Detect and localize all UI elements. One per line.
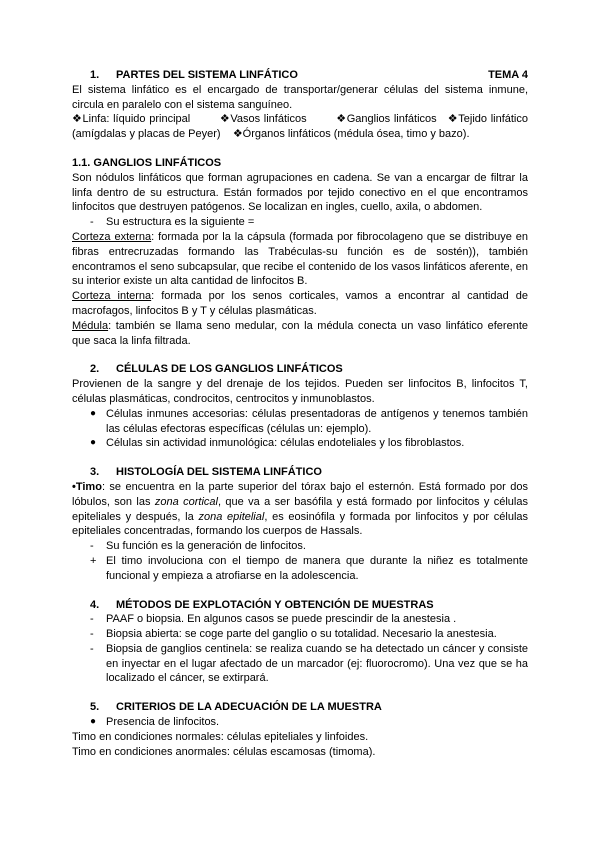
section-2-intro: Provienen de la sangre y del drenaje de los tejidos. Pueden ser linfocitos B, linfocitos T, células plasmáticas, condrocitos, centrocitos y inmunoblastos.	[72, 378, 528, 405]
topic-label: TEMA 4	[488, 69, 528, 81]
list-item: + El timo involuciona con el tiempo de manera que durante la niñez es totalmente funcional y empieza a atrofiarse en la adolescencia.	[90, 554, 528, 582]
corteza-interna: Corteza interna: formada por los senos corticales, vamos a encontrar al cantidad de macrofagos, linfocitos B y T y células plasmáticas.	[72, 290, 528, 317]
text-line: Timo en condiciones normales: células epiteliales y linfoides.	[72, 730, 369, 743]
section-1-intro: El sistema linfático es el encargado de transportar/generar células del sistema inmune, circula en paralelo con el sistema sanguíneo.	[72, 83, 528, 111]
section-4	[72, 598, 528, 687]
section-1	[72, 68, 528, 142]
term-label: Médula	[72, 319, 109, 332]
lymph-part: ❖Ganglios linfáticos	[336, 113, 437, 126]
document-body	[72, 68, 528, 759]
lymph-part: ❖Vasos linfáticos	[219, 113, 307, 126]
section-2-heading: 2. CÉLULAS DE LOS GANGLIOS LINFÁTICOS	[90, 363, 343, 376]
term-label: Corteza externa	[72, 230, 152, 243]
section-title: PARTES DEL SISTEMA LINFÁTICO	[116, 69, 298, 81]
section-1-1	[72, 156, 528, 348]
list-item: ● Presencia de linfocitos.	[90, 716, 220, 729]
section-1-1-intro: Son nódulos linfáticos que forman agrupaciones en cadena. Se van a encargar de filtrar la linfa dentro de su estructura. Están formados por tejido conectivo en el que encontramos linfocitos que destruyen patógenos. Se localizan en ingles, cuello, axila, o abdomen.	[72, 171, 528, 214]
section-1-heading	[72, 68, 528, 83]
medula: Médula: también se llama seno medular, con la médula conecta un vaso linfático eferente que saca la linfa filtrada.	[72, 319, 528, 347]
list-item: - PAAF o biopsia. En algunos casos se puede prescindir de la anestesia .	[90, 613, 457, 626]
section-3-heading: 3. HISTOLOGÍA DEL SISTEMA LINFÁTICO	[90, 466, 322, 479]
list-item: ● Células inmunes accesorias: células presentadoras de antígenos y tenemos también las células efectoras específicas (células un: ejemplo).	[90, 407, 528, 435]
section-1-1-heading: 1.1. GANGLIOS LINFÁTICOS	[72, 156, 222, 169]
list-item: - Su función es la generación de linfocitos.	[90, 540, 306, 553]
list-item: - Biopsia de ganglios centinela: se realiza cuando se ha detectado un cáncer y consiste en inyectar en el lugar afectado de un marcador (ej: fluorocromo). Una vez que se ha localizado el cáncer, se extirpará.	[90, 642, 528, 685]
term-label: Corteza interna	[72, 290, 152, 303]
lymph-part: ❖Linfa: líquido principal	[72, 113, 191, 126]
lymph-part: ❖Órganos linfáticos (médula ósea, timo y bazo).	[232, 128, 470, 141]
section-4-heading: 4. MÉTODOS DE EXPLOTACIÓN Y OBTENCIÓN DE MUESTRAS	[90, 598, 434, 611]
section-5	[72, 700, 528, 759]
section-2	[72, 362, 528, 451]
list-item: ● Células sin actividad inmunológica: células endoteliales y los fibroblastos.	[90, 437, 465, 450]
section-3	[72, 465, 528, 583]
section-number: 1.	[90, 69, 100, 81]
text-line: Timo en condiciones anormales: células escamosas (timoma).	[72, 745, 376, 758]
list-item: - Biopsia abierta: se coge parte del ganglio o su totalidad. Necesario la anestesia.	[90, 628, 497, 641]
term-label: •Timo	[72, 480, 102, 493]
section-5-heading: 5. CRITERIOS DE LA ADECUACIÓN DE LA MUESTRA	[90, 701, 382, 714]
lymph-part: ❖Tejido linfático (amígdalas y placas de Peyer)	[72, 113, 528, 141]
list-item: - Su estructura es la siguiente =	[90, 216, 255, 229]
timo-paragraph: •Timo: se encuentra en la parte superior del tórax bajo el esternón. Está formado por dos lóbulos, son las zona cortical, que va a ser basófila y está formado por linfocitos y células epiteliales y después, la zona epitelial, es eosinófila y formada por linfocitos y por células epiteliales concentradas, formando los cuerpos de Hassals.	[72, 480, 529, 538]
lymph-parts-list	[72, 112, 528, 142]
corteza-externa: Corteza externa: formada por la la cápsula (formada por fibrocolageno que se distribuye en fibras entrecruzadas formando las Trabéculas-su función es de sostén)), también encontramos el seno subcapsular, que recibe el contenido de los vasos linfáticos aferente, en su interior existe un alta cantidad de linfocitos B.	[72, 230, 529, 288]
